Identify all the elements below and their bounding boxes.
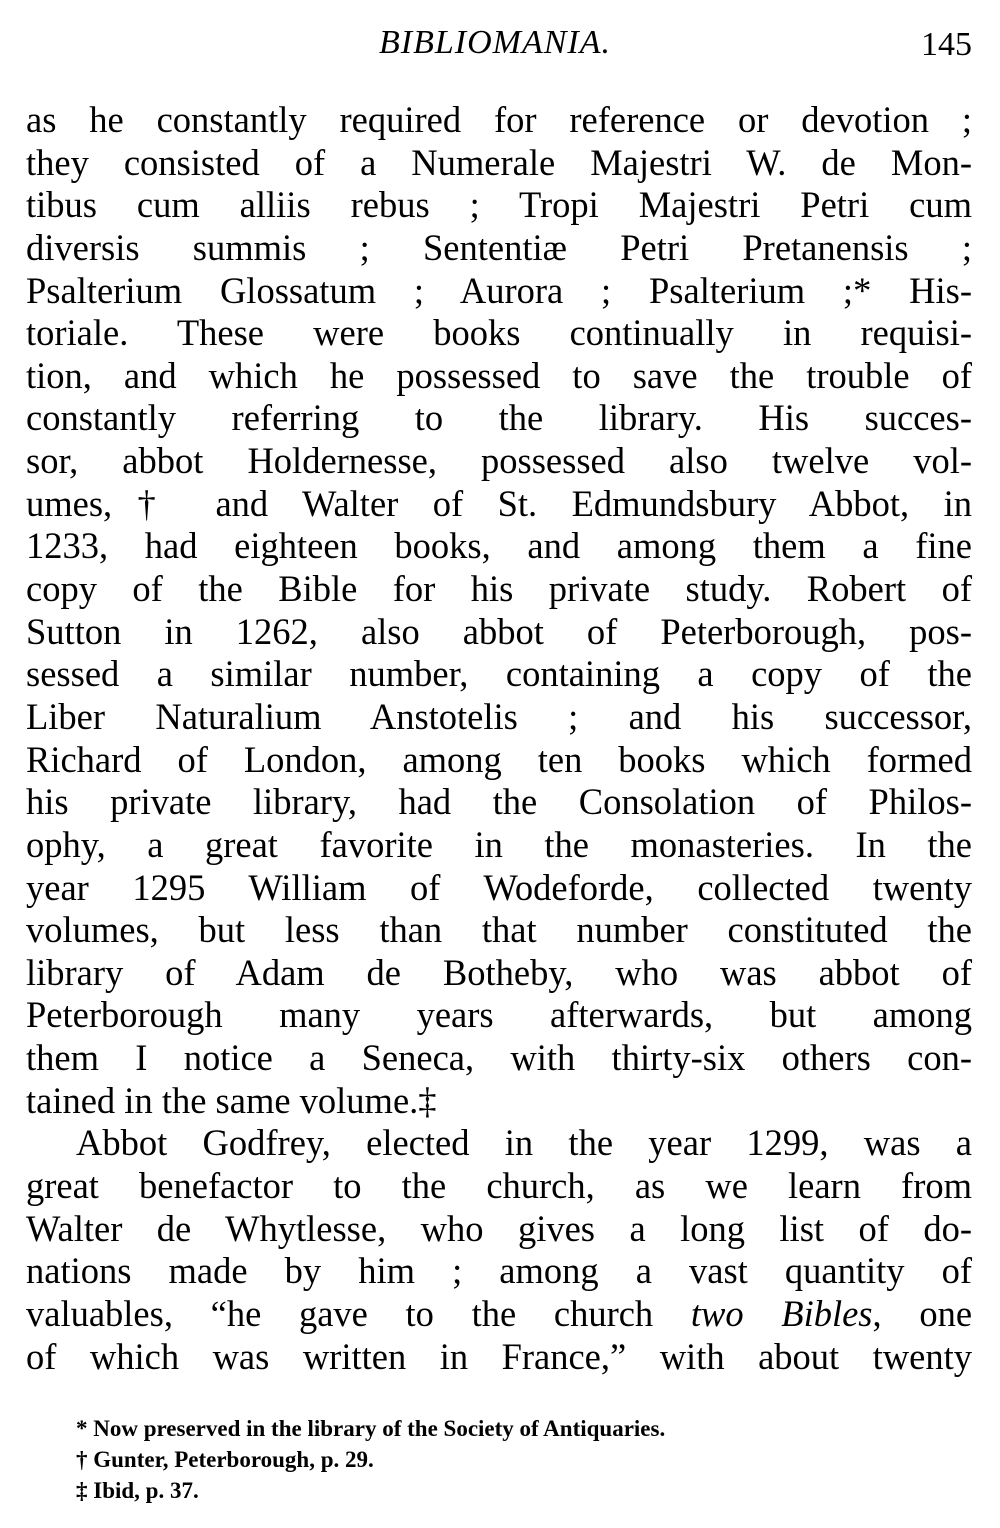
text-line: Liber Naturalium Anstotelis ; and his successor, xyxy=(26,695,972,737)
footnote-1: * Now preserved in the library of the Society of Antiquaries. xyxy=(76,1416,666,1441)
text-line: ophy, a great favorite in the monasteries. In the xyxy=(26,823,972,865)
text-line: Sutton in 1262, also abbot of Peterborough, pos- xyxy=(26,610,972,652)
text-line: Psalterium Glossatum ; Aurora ; Psalterium ;* His- xyxy=(26,269,972,311)
text-line: tion, and which he possessed to save the trouble of xyxy=(26,354,972,396)
text-line: sor, abbot Holdernesse, possessed also twelve vol- xyxy=(26,440,972,482)
text-segment: valuables, “he gave to the church xyxy=(26,1292,691,1334)
text-line: as he constantly required for reference or devotion ; xyxy=(26,99,972,140)
text-line: diversis summis ; Sententiæ Petri Pretanensis ; xyxy=(26,226,972,268)
text-line: of which was written in France,” with about twenty xyxy=(26,1335,972,1377)
footnote-3: ‡ Ibid, p. 37. xyxy=(76,1478,199,1503)
text-line xyxy=(26,1293,972,1336)
text-line: they consisted of a Numerale Majestri W. de Mon- xyxy=(26,141,972,183)
text-line: his private library, had the Consolation of Philos- xyxy=(26,781,972,823)
body-text xyxy=(26,99,972,1378)
text-line: toriale. These were books continually in requisi- xyxy=(26,312,972,354)
text-line: 1233, had eighteen books, and among them a fine xyxy=(26,525,972,567)
text-line: copy of the Bible for his private study. Robert of xyxy=(26,568,972,610)
text-line: constantly referring to the library. His succes- xyxy=(26,397,972,439)
footnote-2: † Gunter, Peterborough, p. 29. xyxy=(76,1447,374,1472)
text-line: umes,† and Walter of St. Edmundsbury Abbot, in xyxy=(26,482,972,524)
text-line: volumes, but less than that number constituted the xyxy=(26,909,972,951)
text-line: library of Adam de Botheby, who was abbot of xyxy=(26,951,972,993)
text-segment: , one xyxy=(872,1292,973,1334)
text-line: tained in the same volume.‡ xyxy=(26,1079,437,1121)
text-line: sessed a similar number, containing a copy of the xyxy=(26,653,972,695)
text-line: Peterborough many years afterwards, but among xyxy=(26,994,972,1036)
text-line: nations made by him ; among a vast quantity of xyxy=(26,1250,972,1292)
text-line: Abbot Godfrey, elected in the year 1299, was a xyxy=(76,1122,972,1164)
running-header-title: BIBLIOMANIA. xyxy=(378,24,611,61)
italic-text: two Bibles xyxy=(690,1292,873,1334)
text-line: great benefactor to the church, as we learn from xyxy=(26,1165,972,1207)
text-line: Richard of London, among ten books which formed xyxy=(26,738,972,780)
text-line: year 1295 William of Wodeforde, collected twenty xyxy=(26,866,972,908)
page-number: 145 xyxy=(921,26,972,63)
text-line: tibus cum alliis rebus ; Tropi Majestri Petri cum xyxy=(26,184,972,226)
text-line: them I notice a Seneca, with thirty-six others con- xyxy=(26,1037,972,1079)
text-line: Walter de Whytlesse, who gives a long list of do- xyxy=(26,1207,972,1249)
footnotes xyxy=(76,1413,665,1506)
